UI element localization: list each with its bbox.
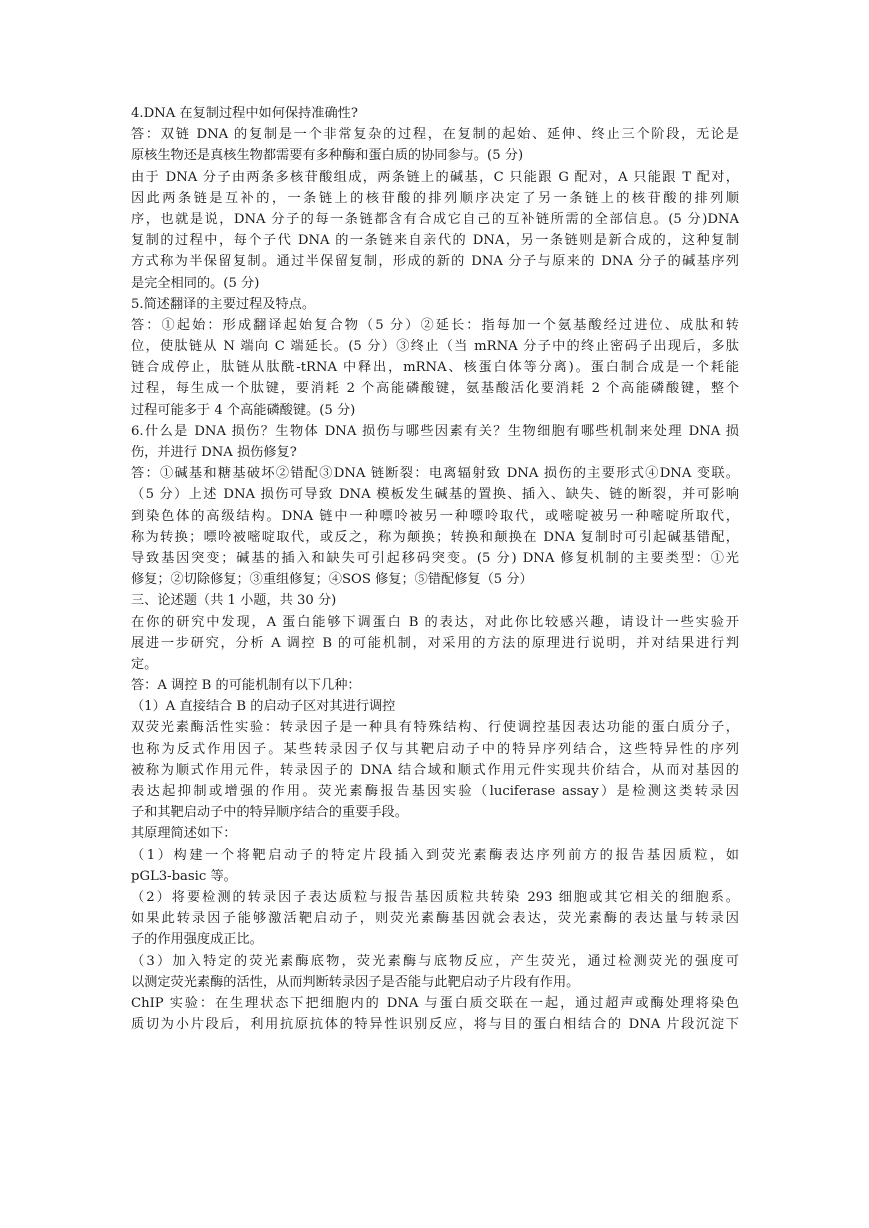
- text-line: 因此两条链是互补的，一条链上的核苷酸的排列顺序决定了另一条链上的核苷酸的排列顺: [131, 190, 739, 206]
- text-line: （3）加入特定的荧光素酶底物，荧光素酶与底物反应，产生荧光，通过检测荧光的强度可: [131, 953, 739, 969]
- text-line: 6.什么是 DNA 损伤？生物体 DNA 损伤与哪些因素有关？生物细胞有哪些机制来处理 DNA 损: [131, 423, 739, 439]
- text-line: ChIP 实验：在生理状态下把细胞内的 DNA 与蛋白质交联在一起，通过超声或酶处理将染色: [131, 995, 739, 1011]
- text-line: 导致基因突变；碱基的插入和缺失可引起移码突变。(5 分) DNA 修复机制的主要类型：①光: [131, 550, 739, 566]
- text-line: 5.简述翻译的主要过程及特点。: [131, 296, 316, 312]
- text-line: 由于 DNA 分子由两条多核苷酸组成，两条链上的碱基，C 只能跟 G 配对，A 只能跟 T 配对，: [131, 169, 739, 185]
- text-line: （1）A 直接结合 B 的启动子区对其进行调控: [131, 699, 396, 715]
- text-line: pGL3-basic 等。: [131, 868, 237, 884]
- text-line: 子和其靶启动子中的特异顺序结合的重要手段。: [131, 805, 408, 821]
- text-line: 如果此转录因子能够激活靶启动子，则荧光素酶基因就会表达，荧光素酶的表达量与转录因: [131, 911, 739, 927]
- text-line: 子的作用强度成正比。: [131, 932, 263, 948]
- document-page: [131, 103, 739, 1035]
- text-line: 到染色体的高级结构。DNA 链中一种嘌呤被另一种嘌呤取代，或嘧啶被另一种嘧啶所取代，: [131, 508, 739, 524]
- text-line: 过程可能多于 4 个高能磷酸键。(5 分): [131, 402, 356, 418]
- text-line: 被称为顺式作用元件，转录因子的 DNA 结合域和顺式作用元件实现共价结合，从而对基因的: [131, 762, 739, 778]
- text-line: 原核生物还是真核生物都需要有多种酶和蛋白质的协同参与。(5 分): [131, 148, 524, 164]
- text-line: 以测定荧光素酶的活性，从而判断转录因子是否能与此靶启动子片段有作用。: [131, 974, 580, 990]
- text-line: 修复；②切除修复；③重组修复；④SOS 修复；⑤错配修复（5 分）: [131, 572, 533, 588]
- text-line: 4.DNA 在复制过程中如何保持准确性?: [131, 106, 358, 121]
- text-line: 位，使肽链从 N 端向 C 端延长。(5 分）③终止（当 mRNA 分子中的终止密码子出现后，多肽: [131, 339, 739, 355]
- text-line: 展进一步研究，分析 A 调控 B 的可能机制，对采用的方法的原理进行说明，并对结果进行判: [131, 635, 739, 651]
- text-line: 复制的过程中，每个子代 DNA 的一条链来自亲代的 DNA，另一条链则是新合成的，这种复制: [131, 233, 739, 249]
- text-line: 方式称为半保留复制。通过半保留复制，形成的新的 DNA 分子与原来的 DNA 分子的碱基序列: [131, 254, 739, 270]
- text-line: （5 分）上述 DNA 损伤可导致 DNA 模板发生碱基的置换、插入、缺失、链的断裂，并可影响: [131, 487, 739, 503]
- text-line: 双荧光素酶活性实验：转录因子是一种具有特殊结构、行使调控基因表达功能的蛋白质分子，: [131, 720, 739, 736]
- text-line: 链合成停止，肽链从肽酰-tRNA 中释出，mRNA、核蛋白体等分离)。蛋白制合成是一个耗能: [131, 360, 739, 376]
- text-line: （1）构建一个将靶启动子的特定片段插入到荧光素酶表达序列前方的报告基因质粒，如: [131, 847, 739, 863]
- text-line: 称为转换；嘌呤被嘧啶取代，或反之，称为颠换；转换和颠换在 DNA 复制时可引起碱基错配，: [131, 529, 739, 545]
- text-line: 定。: [131, 656, 158, 672]
- text-line: 过程，每生成一个肽键，要消耗 2 个高能磷酸键，氨基酸活化要消耗 2 个高能磷酸键，整个: [131, 381, 739, 397]
- text-line: 在你的研究中发现，A 蛋白能够下调蛋白 B 的表达，对此你比较感兴趣，请设计一些实验开: [131, 614, 739, 630]
- text-line: 答：①起始：形成翻译起始复合物（5 分）②延长：指每加一个氨基酸经过进位、成肽和转: [131, 317, 739, 333]
- text-line: 三、论述题（共 1 小题，共 30 分): [131, 593, 337, 609]
- text-line: 答：双链 DNA 的复制是一个非常复杂的过程，在复制的起始、延伸、终止三个阶段，无论是: [131, 127, 739, 143]
- text-line: 序，也就是说，DNA 分子的每一条链都含有合成它自己的互补链所需的全部信息。(5 分)DNA: [131, 211, 739, 227]
- text-line: 也称为反式作用因子。某些转录因子仅与其靶启动子中的特异序列结合，这些特异性的序列: [131, 741, 739, 757]
- text-line: 其原理简述如下：: [131, 826, 237, 842]
- text-line: 伤，并进行 DNA 损伤修复?: [131, 445, 297, 460]
- text-line: 是完全相同的。(5 分): [131, 275, 260, 291]
- text-line: 表达起抑制或增强的作用。荧光素酶报告基因实验（luciferase assay）是检测这类转录因: [131, 784, 739, 799]
- text-line: （2）将要检测的转录因子表达质粒与报告基因质粒共转染 293 细胞或其它相关的细胞系。: [131, 889, 739, 905]
- text-line: 答：①碱基和糖基破坏②错配③DNA 链断裂：电离辐射致 DNA 损伤的主要形式④DNA 变联。: [131, 466, 739, 482]
- text-line: 答：A 调控 B 的可能机制有以下几种：: [131, 678, 361, 694]
- text-line: 质切为小片段后，利用抗原抗体的特异性识别反应，将与目的蛋白相结合的 DNA 片段沉淀下: [131, 1017, 739, 1033]
